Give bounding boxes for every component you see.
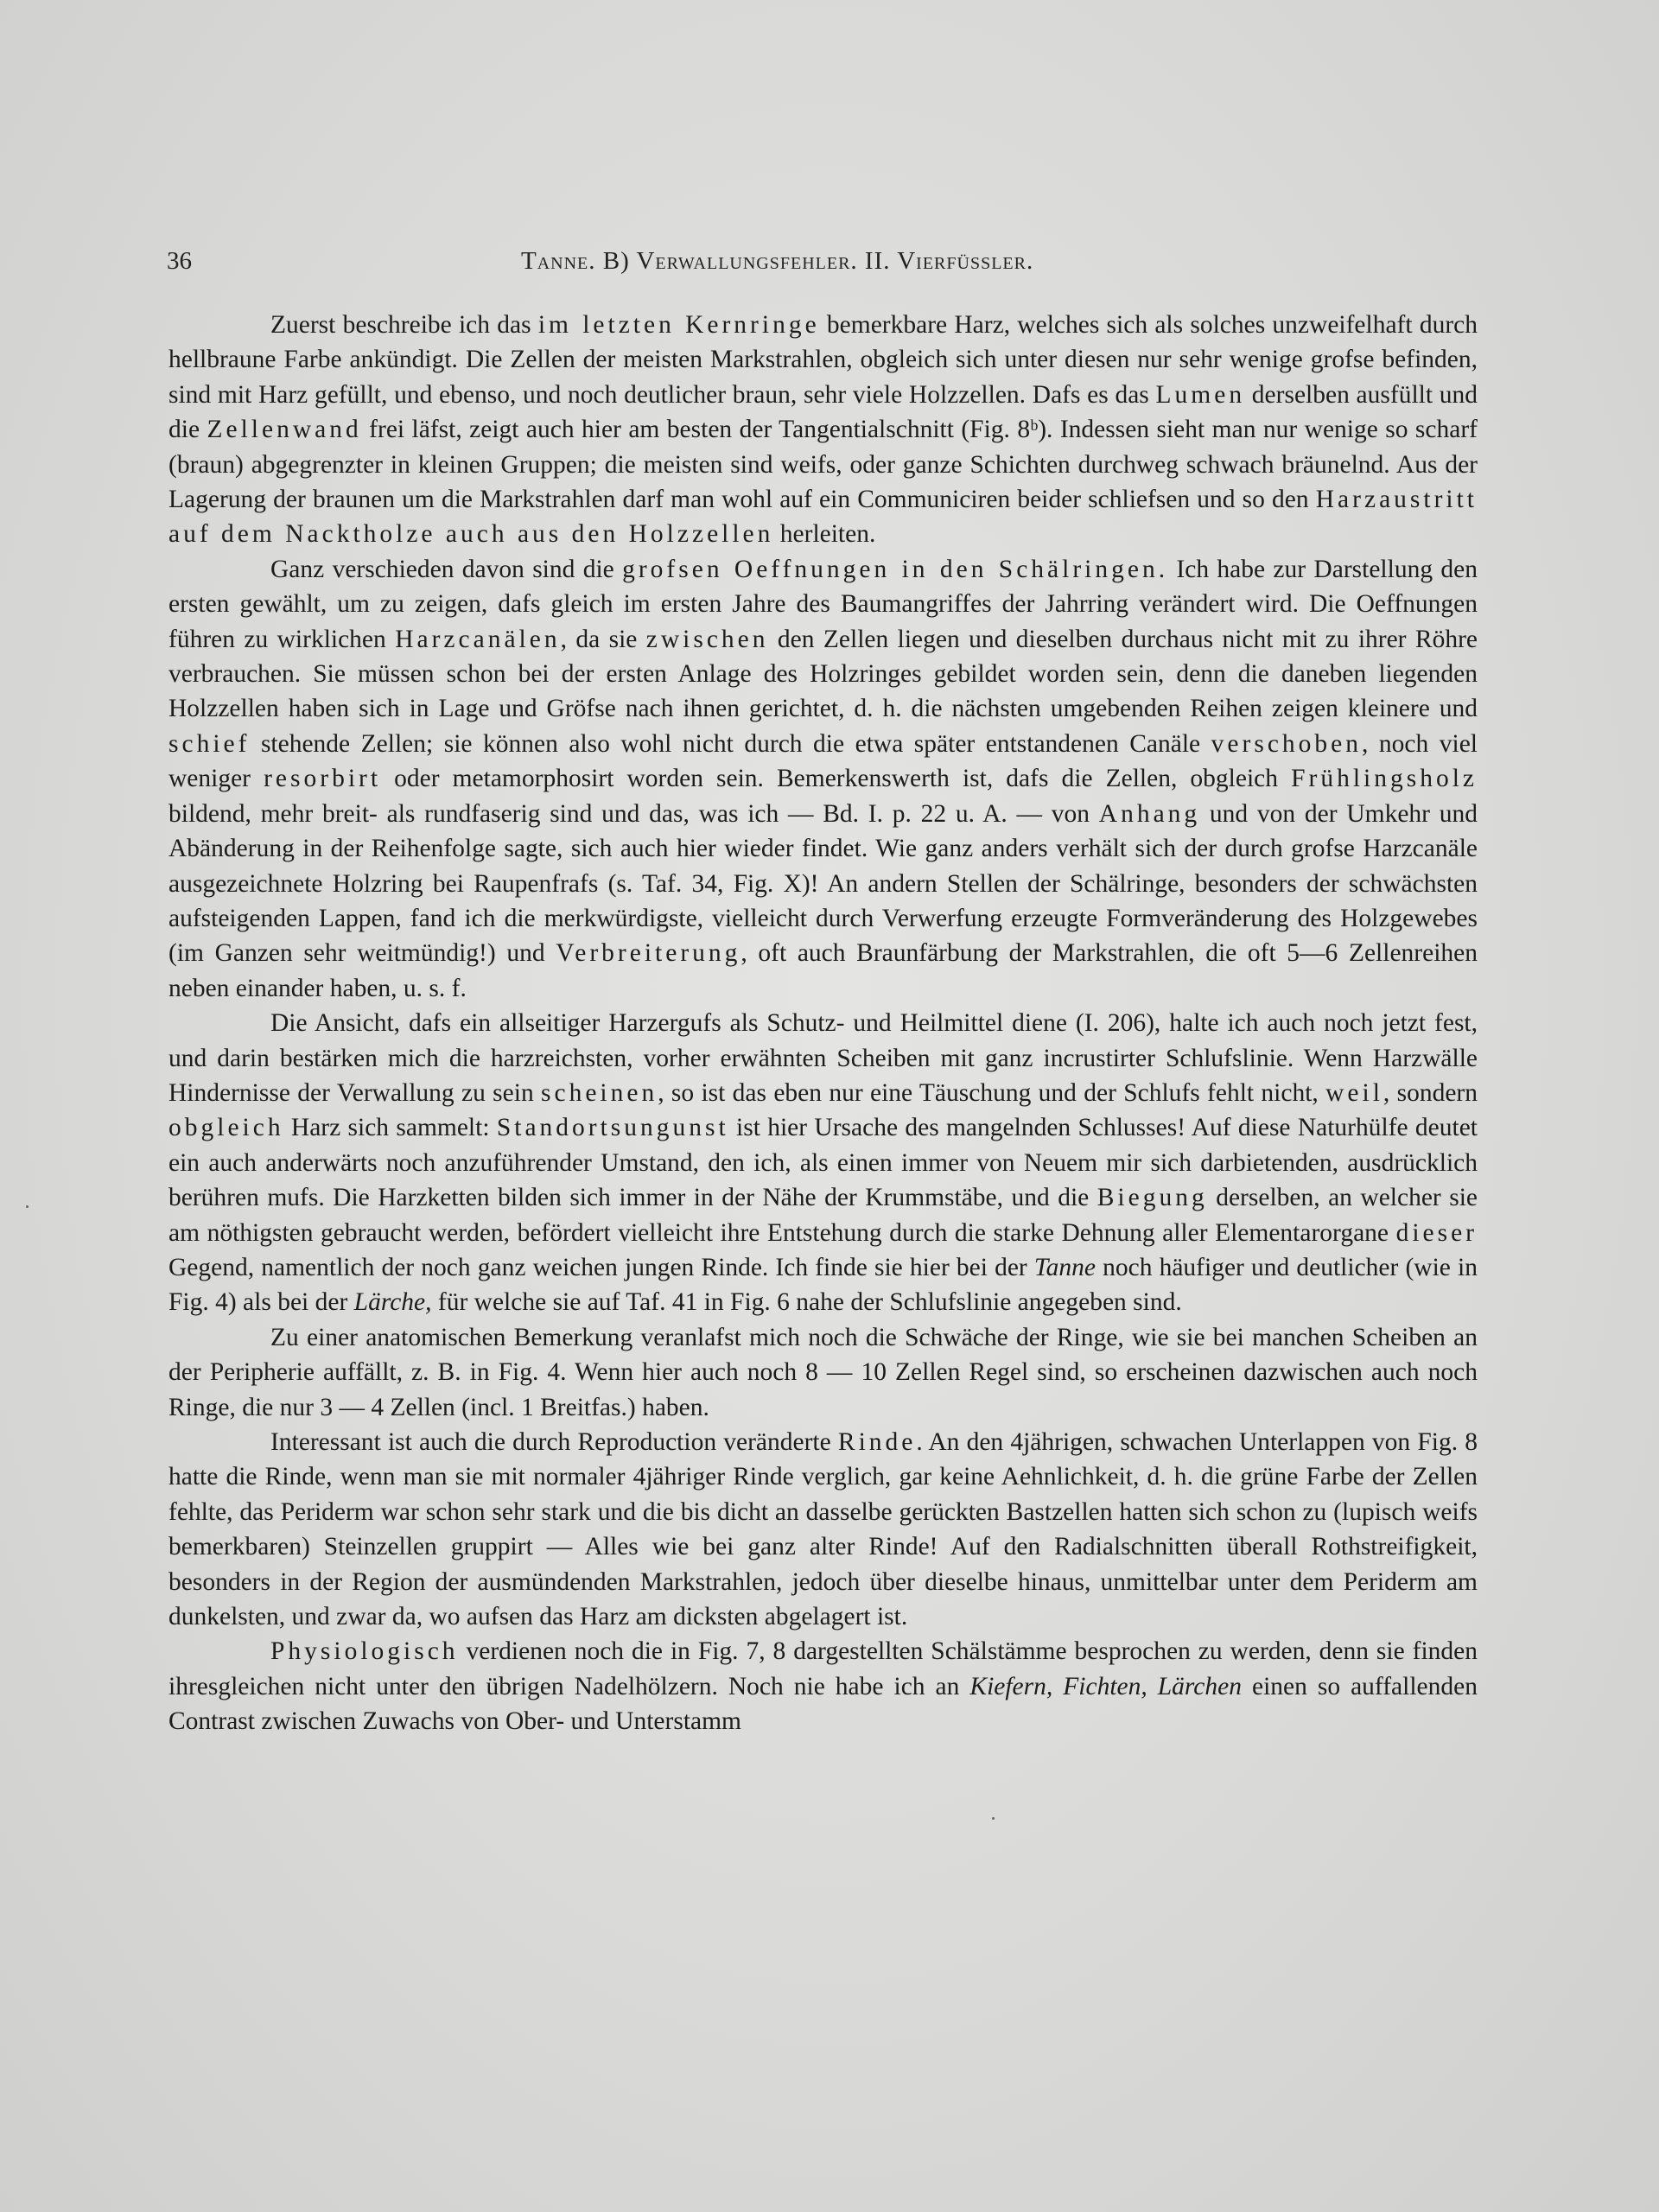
spaced-emphasis: Harzcanälen (395, 625, 561, 653)
text-run: derselben, an welcher sie am nöthigsten gebraucht werden, befördert vielleicht ihre Entstehung durch die starke Dehnung aller Elementarorgane (168, 1184, 1478, 1247)
spaced-emphasis: Biegung (1096, 1184, 1208, 1212)
paragraph (168, 308, 1478, 552)
text-run: Zu einer anatomischen Bemerkung veranlafst mich noch die Schwäche der Ringe, wie sie bei manchen Scheiben an der Peripherie auffällt, z. B. in Fig. 4. Wenn hier auch noch 8 — 10 Zellen Regel sind, so erscheinen dazwischen auch noch Ringe, die nur 3 — 4 Zellen (incl. 1 Breitfas.) haben. (168, 1323, 1478, 1421)
paragraph (168, 1006, 1478, 1320)
text-run: und von der Umkehr und Abänderung in der Reihenfolge sagte, sich auch hier wieder findet. Wie ganz anders verhält sich der durch grofse Harzcanäle ausgezeichnete Holzring bei Raupenfrafs (s. Taf. 34, Fig. X)! An andern Stellen der Schälringe, besonders der schwächsten aufsteigenden Lappen, fand ich die merkwürdigste, vielleicht durch Verwerfung erzeugte Formveränderung des Holzgewebes (im Ganzen sehr weitmündig!) und (168, 799, 1478, 968)
paragraph (168, 1634, 1478, 1738)
spaced-emphasis: Zellenwand (207, 416, 362, 444)
text-run: . An den 4jährigen, schwachen Unterlappen von Fig. 8 hatte die Rinde, wenn man sie mit normaler 4jähriger Rinde verglich, gar keine Aehnlichkeit, d. h. die grüne Farbe der Zellen fehlte, das Periderm war schon sehr stark und die bis dicht an dasselbe gerückten Bastzellen hatten sich schon zu (lupisch weifs bemerkbaren) Steinzellen gruppirt — Alles wie bei ganz alter Rinde! Auf den Radialschnitten überall Rothstreifigkeit, besonders in der Region der ausmündenden Markstrahlen, jedoch über dieselbe hinaus, unmittelbar unter dem Periderm am dunkelsten, und zwar da, wo aufsen das Harz am dicksten abgelagert ist. (168, 1428, 1478, 1631)
spaced-emphasis: zwischen (645, 625, 769, 653)
text-run: oder metamorphosirt worden sein. Bemerkenswerth ist, dafs die Zellen, obgleich (381, 765, 1292, 793)
text-run: , oft auch Braunfärbung der Markstrahlen, die oft 5—6 Zellenreihen neben einander haben, u. s. f. (168, 939, 1478, 1002)
body-text (168, 308, 1478, 1739)
spaced-emphasis: obgleich (168, 1114, 284, 1142)
spaced-emphasis: Anhang (1098, 799, 1201, 828)
text-run: , noch viel weniger (168, 729, 1478, 793)
text-run: einen so auffallenden Contrast zwischen Zuwachs von Ober- und Unterstamm (168, 1672, 1478, 1736)
italic-emphasis: Kiefern, Fichten, Lärchen (969, 1672, 1242, 1700)
spaced-emphasis: dieser (1395, 1218, 1478, 1247)
spaced-emphasis: resorbirt (264, 765, 382, 793)
text-run: Ganz verschieden davon sind die (270, 555, 623, 583)
italic-emphasis: Tanne (1033, 1253, 1096, 1281)
text-run: Harz sich sammelt: (283, 1114, 497, 1142)
text-run: , da sie (560, 625, 646, 653)
spaced-emphasis: Verbreiterung (556, 939, 741, 968)
text-run: derselben ausfüllt und die (168, 380, 1478, 444)
text-run: , sondern (1382, 1078, 1478, 1107)
text-run: verdienen noch die in Fig. 7, 8 dargestellten Schälstämme besprochen zu werden, denn sie finden ihresgleichen nicht unter den übrigen Nadelhölzern. Noch nie habe ich an (168, 1637, 1478, 1700)
spaced-emphasis: Rinde (837, 1428, 917, 1456)
text-run: ist hier Ursache des mangelnden Schlusses! Auf diese Naturhülfe deutet ein auch anderwärts noch anzuführender Umstand, den ich, als einen immer von Neuem mir sich darbietenden, ausdrücklich berühren mufs. Die Harzketten bilden sich immer in der Nähe der Krummstäbe, und die (168, 1114, 1478, 1212)
paragraph (168, 1425, 1478, 1634)
italic-emphasis: Lärche, (353, 1288, 432, 1317)
spaced-emphasis: Harzaustritt auf dem Nacktholze auch aus den Holzzellen (168, 486, 1478, 549)
spaced-emphasis: schief (168, 729, 251, 758)
text-run: herleiten. (773, 520, 876, 549)
text-run: Die Ansicht, dafs ein allseitiger Harzergufs als Schutz- und Heilmittel diene (I. 206), halte ich auch noch jetzt fest, und darin bestärken mich die harzreichsten, vorher erwähnten Scheiben mit ganz incrustirter Schlufslinie. Wenn Harzwälle Hindernisse der Verwallung zu sein (168, 1009, 1478, 1107)
text-run: noch häufiger und deutlicher (wie in Fig. 4) als bei der (168, 1253, 1478, 1317)
spaced-emphasis: grofsen Oeffnungen in den Schälringen. (622, 555, 1169, 583)
spaced-emphasis: Physiologisch (270, 1637, 459, 1666)
text-run: stehende Zellen; sie können also wohl nicht durch die etwa später entstandenen Canäle (250, 729, 1211, 758)
spaced-emphasis: im letzten Kernringe (537, 311, 820, 339)
spaced-emphasis: Lumen (1155, 380, 1246, 409)
text-run: Interessant ist auch die durch Reproduction veränderte (270, 1428, 838, 1456)
text-run: bildend, mehr breit- als rundfaserig sind und das, was ich — Bd. I. p. 22 u. A. — von (168, 799, 1099, 828)
spaced-emphasis: verschoben (1211, 729, 1363, 758)
spaced-emphasis: Frühlingsholz (1291, 765, 1478, 793)
text-run: für welche sie auf Taf. 41 in Fig. 6 nahe der Schlufslinie angegeben sind. (431, 1288, 1182, 1317)
running-title: Tanne. B) Verwallungsfehler. II. Vierfüssler. (521, 247, 1034, 275)
text-run: Gegend, namentlich der noch ganz weichen jungen Rinde. Ich finde sie hier bei der (168, 1253, 1034, 1281)
text-run: , so ist das eben nur eine Täuschung und der Schlufs fehlt nicht, (658, 1078, 1326, 1107)
paragraph (168, 1320, 1478, 1425)
spaced-emphasis: Standortsungunst (496, 1114, 729, 1142)
scan-speck (992, 1817, 995, 1820)
page-header (167, 247, 1480, 282)
text-run: frei läfst, zeigt auch hier am besten der Tangentialschnitt (Fig. 8ᵇ). Indessen sieht man nur wenige so scharf (braun) abgegrenzter in kleinen Gruppen; die meisten sind weifs, oder ganze Schichten durchweg schwach bräunelnd. Aus der Lagerung der braunen um die Markstrahlen darf man wohl auf ein Communiciren beider schliefsen und so den (168, 416, 1478, 514)
text-run: Ich habe zur Darstellung den ersten gewählt, um zu zeigen, dafs gleich im ersten Jahre des Baumangriffes der Jahrring verändert wird. Die Oeffnungen führen zu wirklichen (168, 555, 1478, 653)
spaced-emphasis: scheinen (541, 1078, 658, 1107)
text-run: den Zellen liegen und dieselben durchaus nicht mit zu ihrer Röhre verbrauchen. Sie müssen schon bei der ersten Anlage des Holzringes gebildet worden sein, denn die daneben liegenden Holzzellen haben sich in Lage und Gröfse nach ihnen gerichtet, d. h. die nächsten umgebenden Reihen zeigen kleinere und (168, 625, 1478, 723)
scan-speck (26, 1205, 29, 1208)
page-number: 36 (167, 247, 192, 275)
spaced-emphasis: weil (1325, 1078, 1383, 1107)
text-run: Zuerst beschreibe ich das (270, 311, 538, 339)
paragraph (168, 552, 1478, 1006)
text-run: bemerkbare Harz, welches sich als solches unzweifelhaft durch hellbraune Farbe ankündigt. Die Zellen der meisten Markstrahlen, obgleich sich unter diesen nur sehr wenige grofse befinden, sind mit Harz gefüllt, und ebenso, und noch deutlicher braun, sehr viele Holzzellen. Dafs es das (168, 311, 1478, 409)
